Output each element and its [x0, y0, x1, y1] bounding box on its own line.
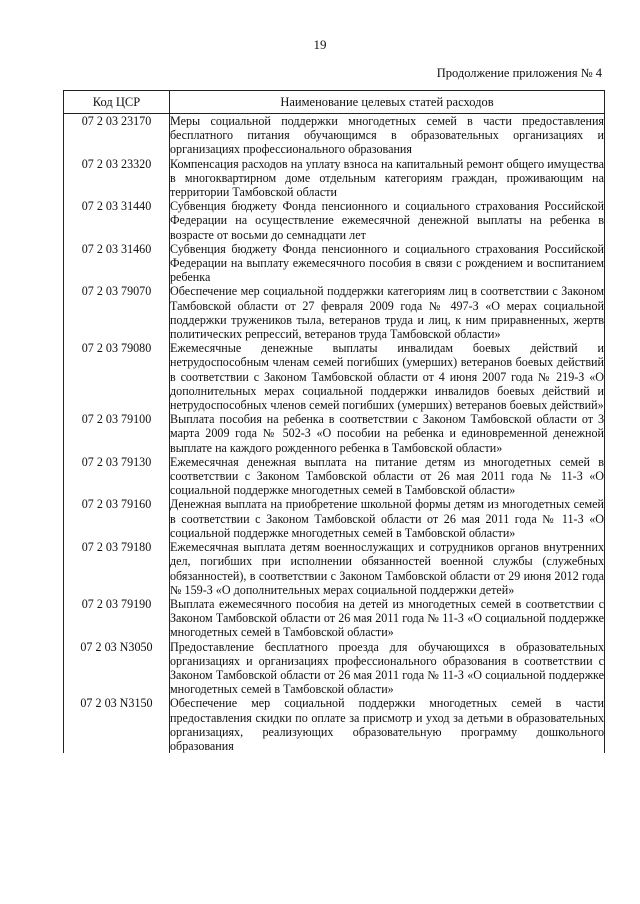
row-name: Меры социальной поддержки многодетных семей в части предоставления бесплатного питания обучающимся в образовательных организациях и организациях профессионального образования — [170, 114, 604, 157]
row-name: Ежемесячная выплата детям военнослужащих и сотрудников органов внутренних дел, погибших при исполнении обязанностей военной службы (служебных обязанностей), в соответствии с Законом Тамбовской области от 29 июня 2012 года № 159-З «О дополнительных мерах социальной поддержки детей» — [170, 540, 604, 597]
table-row — [64, 497, 605, 540]
row-name: Субвенция бюджету Фонда пенсионного и социального страхования Российской Федерации на выплату ежемесячного пособия в связи с рождением и воспитанием ребенка — [170, 241, 604, 285]
row-name: Обеспечение мер социальной поддержки многодетных семей в части предоставления скидки по оплате за присмотр и уход за детьми в образовательных организациях, реализующих образовательную программу дошкольного образования — [170, 696, 604, 753]
table-row — [64, 157, 605, 200]
row-code: 07 2 03 79130 — [64, 455, 170, 498]
row-code: 07 2 03 79070 — [64, 284, 170, 341]
row-code: 07 2 03 31460 — [64, 242, 170, 285]
row-name: Ежемесячная денежная выплата на питание детям из многодетных семей в соответствии с Законом Тамбовской области от 26 мая 2011 года № 11-З «О социальной поддержке многодетных семей в Тамбовской области» — [170, 454, 604, 498]
table-row — [64, 597, 605, 640]
appendix-continuation-note: Продолжение приложения № 4 — [436, 66, 602, 80]
row-code: 07 2 03 79100 — [64, 412, 170, 455]
table-row — [64, 341, 605, 412]
page-number: 19 — [313, 37, 327, 52]
budget-classification-table — [63, 90, 605, 753]
header-code: Код ЦСР — [64, 91, 170, 114]
table-row — [64, 455, 605, 498]
table-row — [64, 199, 605, 242]
row-code: 07 2 03 79190 — [64, 597, 170, 640]
row-code: 07 2 03 79080 — [64, 341, 170, 412]
row-name: Выплата ежемесячного пособия на детей из многодетных семей в соответствии с Законом Тамбовской области от 26 мая 2011 года № 11-З «О социальной поддержке многодетных семей в Тамбовской области» — [170, 596, 604, 640]
row-code: 07 2 03 N3050 — [64, 640, 170, 697]
table-row — [64, 114, 605, 157]
row-name: Денежная выплата на приобретение школьной формы детям из многодетных семей в соответствии с Законом Тамбовской области от 26 мая 2011 года № 11-З «О социальной поддержке многодетных семей в Тамбовской области» — [170, 497, 604, 540]
row-code: 07 2 03 N3150 — [64, 696, 170, 753]
row-code: 07 2 03 23170 — [64, 114, 170, 157]
table-row — [64, 284, 605, 341]
row-code: 07 2 03 79160 — [64, 497, 170, 540]
row-name: Выплата пособия на ребенка в соответствии с Законом Тамбовской области от 3 марта 2009 года № 502-З «О пособии на ребенка и единовременной денежной выплате на каждого рожденного ребенка в Тамбовской области» — [170, 412, 604, 455]
row-name: Субвенция бюджету Фонда пенсионного и социального страхования Российской Федерации на осуществление ежемесячной денежной выплаты на ребенка в возрасте от восьми до семнадцати лет — [170, 199, 604, 242]
row-name: Компенсация расходов на уплату взноса на капитальный ремонт общего имущества в многоквартирном доме отдельным категориям граждан, проживающим на территории Тамбовской области — [170, 156, 604, 200]
table-row — [64, 696, 605, 753]
table-row — [64, 640, 605, 697]
row-code: 07 2 03 31440 — [64, 199, 170, 242]
row-code: 07 2 03 79180 — [64, 540, 170, 597]
row-name: Предоставление бесплатного проезда для обучающихся в образовательных организациях и организациях профессионального образования в соответствии с Законом Тамбовской области от 26 мая 2011 года № 11-З «О социальной поддержке многодетных семей в Тамбовской области» — [170, 639, 604, 697]
table-row — [64, 540, 605, 597]
row-name: Обеспечение мер социальной поддержки категориям лиц в соответствии с Законом Тамбовской области от 27 февраля 2009 года № 497-З «О мерах социальной поддержки тружеников тыла, ветеранов труда и лиц, к ним приравненных, жертв политических репрессий, ветеранов труда Тамбовской области» — [170, 284, 604, 342]
table-row — [64, 242, 605, 285]
header-name: Наименование целевых статей расходов — [170, 91, 605, 114]
table-row — [64, 412, 605, 455]
table-header-row — [64, 91, 605, 114]
row-name: Ежемесячные денежные выплаты инвалидам боевых действий и нетрудоспособным членам семей погибших (умерших) ветеранов боевых действий в соответствии с Законом Тамбовской области от 4 июня 2007 года № 219-З «О дополнительных мерах социальной поддержки инвалидов боевых действий и нетрудоспособных членов семей погибших (умерших) ветеранов боевых действий» — [170, 341, 604, 413]
row-code: 07 2 03 23320 — [64, 157, 170, 200]
